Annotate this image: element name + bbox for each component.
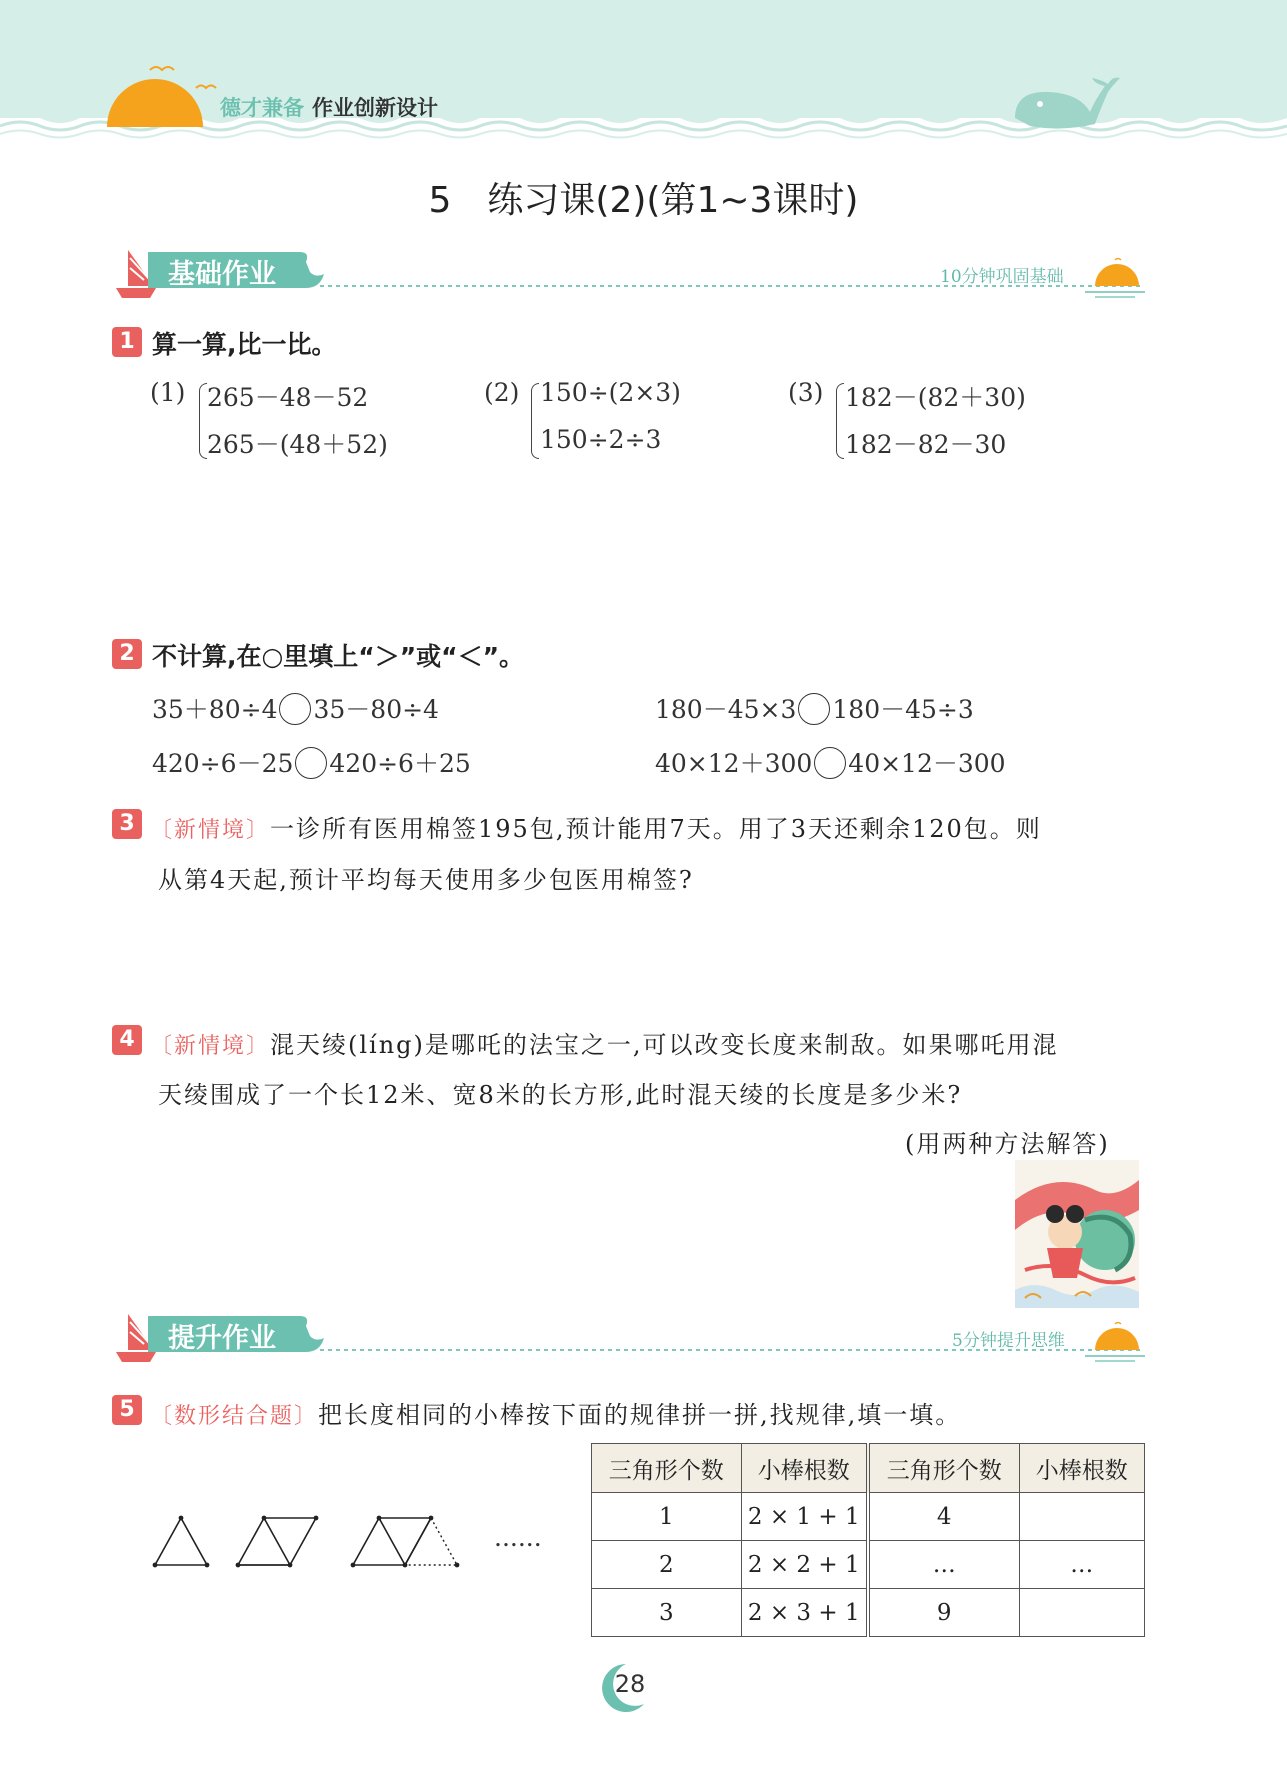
table-header: 小棒根数 <box>1019 1444 1144 1493</box>
pattern-table <box>591 1443 1145 1637</box>
comparison-row <box>152 690 439 728</box>
q1-group-label: (3) <box>788 378 824 407</box>
page-number: 28 <box>614 1670 646 1698</box>
question-text: 把长度相同的小棒按下面的规律拼一拼,找规律,填一填。 <box>318 1401 962 1429</box>
question-3-line-1 <box>150 809 1042 844</box>
answer-circle[interactable] <box>295 747 327 779</box>
comparison-row <box>655 690 974 728</box>
table-cell: 4 <box>868 1493 1019 1541</box>
section-label-basic: 基础作业 <box>168 259 276 290</box>
answer-cell[interactable] <box>1019 1493 1144 1541</box>
brand-subtitle: 作业创新设计 <box>312 96 438 120</box>
table-row <box>592 1589 1145 1637</box>
table-cell: 1 <box>592 1493 742 1541</box>
header-brand <box>220 92 438 122</box>
table-cell: … <box>868 1541 1019 1589</box>
table-cell: 9 <box>868 1589 1019 1637</box>
answer-circle[interactable] <box>814 747 846 779</box>
comparison-right: 420÷6＋25 <box>329 749 471 778</box>
table-cell: 2 × 2 + 1 <box>741 1541 868 1589</box>
question-1-text: 算一算,比一比。 <box>152 330 337 359</box>
table-header: 三角形个数 <box>592 1444 742 1493</box>
question-number: 5 <box>112 1395 142 1425</box>
question-tag: 〔新情境〕 <box>150 818 271 843</box>
brand-series: 德才兼备 <box>220 96 304 120</box>
header-wave-band <box>0 0 1287 150</box>
pattern-ellipsis: ...... <box>494 1523 542 1552</box>
question-2-text: 不计算,在○里填上“＞”或“＜”。 <box>152 642 525 671</box>
sunset-icon <box>1085 259 1145 298</box>
table-cell: 3 <box>592 1589 742 1637</box>
question-number: 1 <box>112 327 142 357</box>
question-number: 3 <box>112 809 142 839</box>
section-note-advanced: 5分钟提升思维 <box>952 1331 1065 1351</box>
comparison-right: 180－45÷3 <box>832 695 974 724</box>
comparison-row <box>655 744 1006 782</box>
table-header: 三角形个数 <box>868 1444 1019 1493</box>
question-4-line-2: 天绫围成了一个长12米、宽8米的长方形,此时混天绫的长度是多少米? <box>158 1081 963 1109</box>
question-4-line-1 <box>150 1025 1059 1060</box>
table-header: 小棒根数 <box>741 1444 868 1493</box>
table-header-row <box>592 1444 1145 1493</box>
q1-expression: 182－82－30 <box>845 430 1007 459</box>
comparison-row <box>152 744 471 782</box>
section-note-basic: 10分钟巩固基础 <box>940 267 1064 287</box>
sunset-icon <box>1085 1323 1145 1362</box>
table-row <box>592 1493 1145 1541</box>
brace <box>836 383 844 459</box>
nezha-illustration <box>1015 1160 1139 1308</box>
question-3-line-2: 从第4天起,预计平均每天使用多少包医用棉签? <box>158 866 694 894</box>
q1-group-label: (2) <box>484 378 520 407</box>
brace <box>531 383 539 459</box>
answer-circle[interactable] <box>279 693 311 725</box>
q1-expression: 265－(48＋52) <box>207 430 388 459</box>
table-cell: … <box>1019 1541 1144 1589</box>
comparison-left: 180－45×3 <box>655 695 797 724</box>
question-tag: 〔数形结合题〕 <box>150 1404 319 1429</box>
question-tag: 〔新情境〕 <box>150 1034 271 1059</box>
answer-cell[interactable] <box>1019 1589 1144 1637</box>
comparison-right: 40×12－300 <box>848 749 1006 778</box>
table-cell: 2 × 3 + 1 <box>741 1589 868 1637</box>
section-label-advanced: 提升作业 <box>168 1323 276 1354</box>
question-4-note: (用两种方法解答) <box>905 1130 1110 1158</box>
answer-circle[interactable] <box>798 693 830 725</box>
question-number: 4 <box>112 1025 142 1055</box>
table-cell: 2 <box>592 1541 742 1589</box>
stick-triangle-pattern <box>145 1510 485 1570</box>
q1-group-label: (1) <box>150 378 186 407</box>
question-text: 混天绫(líng)是哪吒的法宝之一,可以改变长度来制敌。如果哪吒用混 <box>270 1031 1059 1059</box>
q1-expression: 150÷(2×3) <box>540 378 681 407</box>
q1-expression: 265－48－52 <box>207 383 369 412</box>
question-5-text <box>150 1395 961 1430</box>
q1-expression: 150÷2÷3 <box>540 425 662 454</box>
comparison-left: 40×12＋300 <box>655 749 813 778</box>
question-number: 2 <box>112 639 142 669</box>
comparison-left: 35＋80÷4 <box>152 695 278 724</box>
table-row <box>592 1541 1145 1589</box>
q1-expression: 182－(82＋30) <box>845 383 1026 412</box>
brace <box>199 383 207 459</box>
question-text: 一诊所有医用棉签195包,预计能用7天。用了3天还剩余120包。则 <box>270 815 1042 843</box>
comparison-left: 420÷6－25 <box>152 749 294 778</box>
table-cell: 2 × 1 + 1 <box>741 1493 868 1541</box>
lesson-title: 5 练习课(2)(第1~3课时) <box>428 180 859 221</box>
comparison-right: 35－80÷4 <box>313 695 439 724</box>
